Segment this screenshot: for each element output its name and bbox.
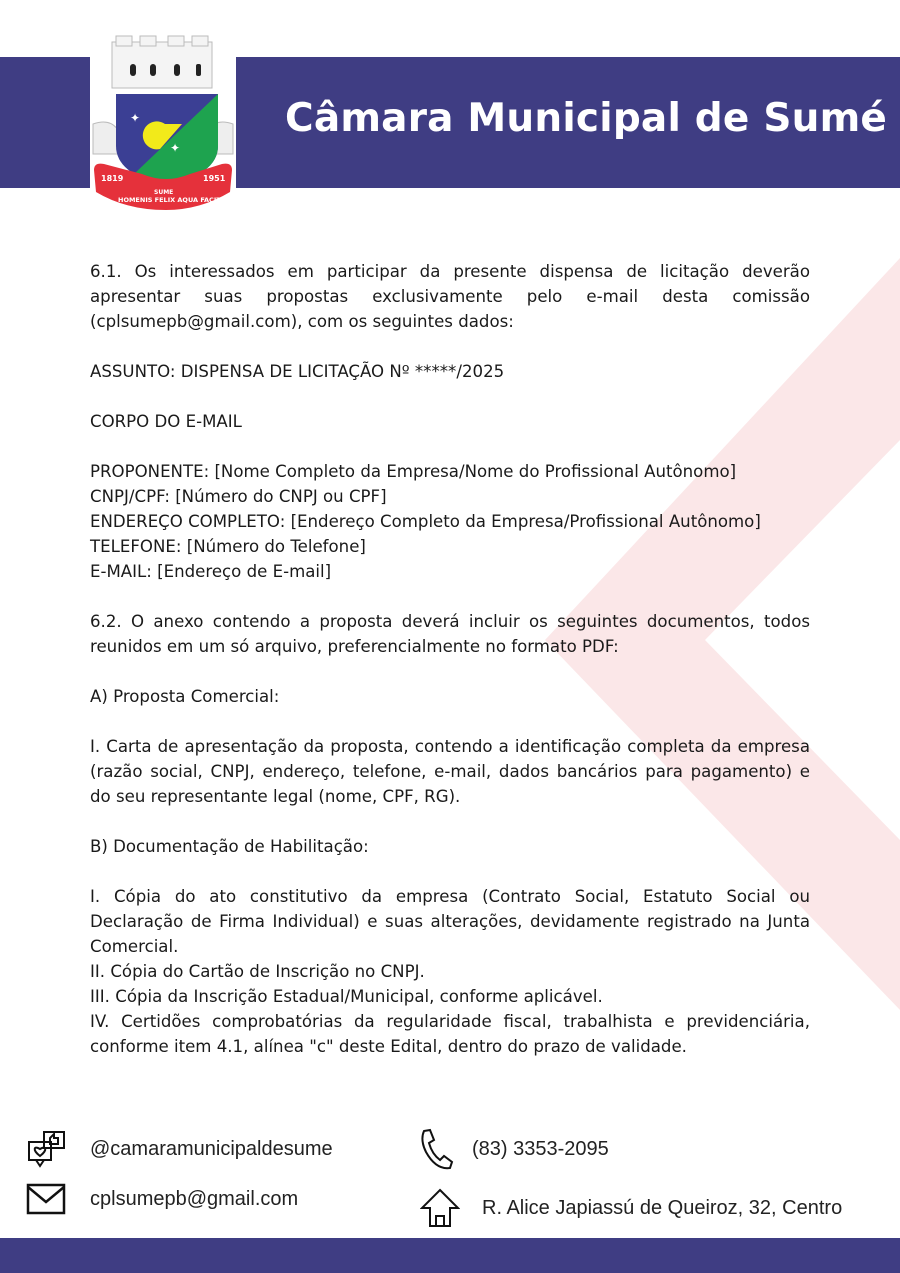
svg-text:✦: ✦ <box>170 141 181 155</box>
footer-email <box>26 1182 298 1216</box>
footer-bar <box>0 1238 900 1273</box>
social-media-icon <box>26 1128 68 1170</box>
paragraph-6-1: 6.1. Os interessados em participar da presente dispensa de licitação deverão apresentar suas propostas exclusivamente pelo e-mail desta comissão (cplsumepb@gmail.com), com os seguintes dados: <box>90 262 810 331</box>
footer-contacts <box>0 1110 900 1238</box>
svg-text:1951: 1951 <box>203 174 226 183</box>
b-item-1: I. Cópia do ato constitutivo da empresa (Contrato Social, Estatuto Social ou Declaração de Firma Individual) e suas alterações, devidamente registrado na Junta Comercial. <box>90 887 810 956</box>
svg-text:1819: 1819 <box>101 174 124 183</box>
section-b-items <box>90 884 810 1059</box>
b-item-4: IV. Certidões comprobatórias da regularidade fiscal, trabalhista e previdenciária, conforme item 4.1, alínea "c" deste Edital, dentro do prazo de validade. <box>90 1012 810 1056</box>
street-address: R. Alice Japiassú de Queiroz, 32, Centro <box>482 1196 843 1219</box>
page-title: Câmara Municipal de Sumé <box>285 96 888 141</box>
field-telefone: TELEFONE: [Número do Telefone] <box>90 537 366 556</box>
section-a-item: I. Carta de apresentação da proposta, contendo a identificação completa da empresa (razão social, CNPJ, endereço, telefone, e-mail, dados bancários para pagamento) e do seu representante legal (nome, CPF, RG). <box>90 737 810 806</box>
phone-icon <box>418 1128 454 1170</box>
email-subject: ASSUNTO: DISPENSA DE LICITAÇÃO Nº *****/2025 <box>90 362 505 381</box>
svg-text:SUME: SUME <box>154 189 174 196</box>
phone-number[interactable]: (83) 3353-2095 <box>472 1137 609 1160</box>
field-proponente: PROPONENTE: [Nome Completo da Empresa/Nome do Profissional Autônomo] <box>90 462 737 481</box>
footer-phone <box>418 1128 609 1170</box>
coat-of-arms-logo <box>90 34 236 216</box>
section-a-heading: A) Proposta Comercial: <box>90 687 280 706</box>
social-handle[interactable]: @camaramunicipaldesume <box>90 1137 333 1160</box>
footer-address <box>420 1188 842 1228</box>
svg-text:HOMENIS FELIX AQUA FACIT: HOMENIS FELIX AQUA FACIT <box>118 196 221 204</box>
field-cnpj-cpf: CNPJ/CPF: [Número do CNPJ ou CPF] <box>90 487 387 506</box>
email-body-heading: CORPO DO E-MAIL <box>90 412 242 431</box>
section-b-heading: B) Documentação de Habilitação: <box>90 837 369 856</box>
b-item-3: III. Cópia da Inscrição Estadual/Municipal, conforme aplicável. <box>90 987 603 1006</box>
b-item-2: II. Cópia do Cartão de Inscrição no CNPJ. <box>90 962 425 981</box>
footer-social <box>26 1128 333 1170</box>
paragraph-6-2: 6.2. O anexo contendo a proposta deverá incluir os seguintes documentos, todos reunidos em um só arquivo, preferencialmente no formato PDF: <box>90 612 810 656</box>
email-fields <box>90 459 810 584</box>
email-address[interactable]: cplsumepb@gmail.com <box>90 1187 299 1210</box>
field-endereco: ENDEREÇO COMPLETO: [Endereço Completo da Empresa/Profissional Autônomo] <box>90 512 761 531</box>
document-body <box>90 259 810 1084</box>
field-email: E-MAIL: [Endereço de E-mail] <box>90 562 332 581</box>
envelope-icon <box>26 1182 68 1216</box>
house-icon <box>420 1188 460 1228</box>
svg-text:✦: ✦ <box>130 111 141 125</box>
